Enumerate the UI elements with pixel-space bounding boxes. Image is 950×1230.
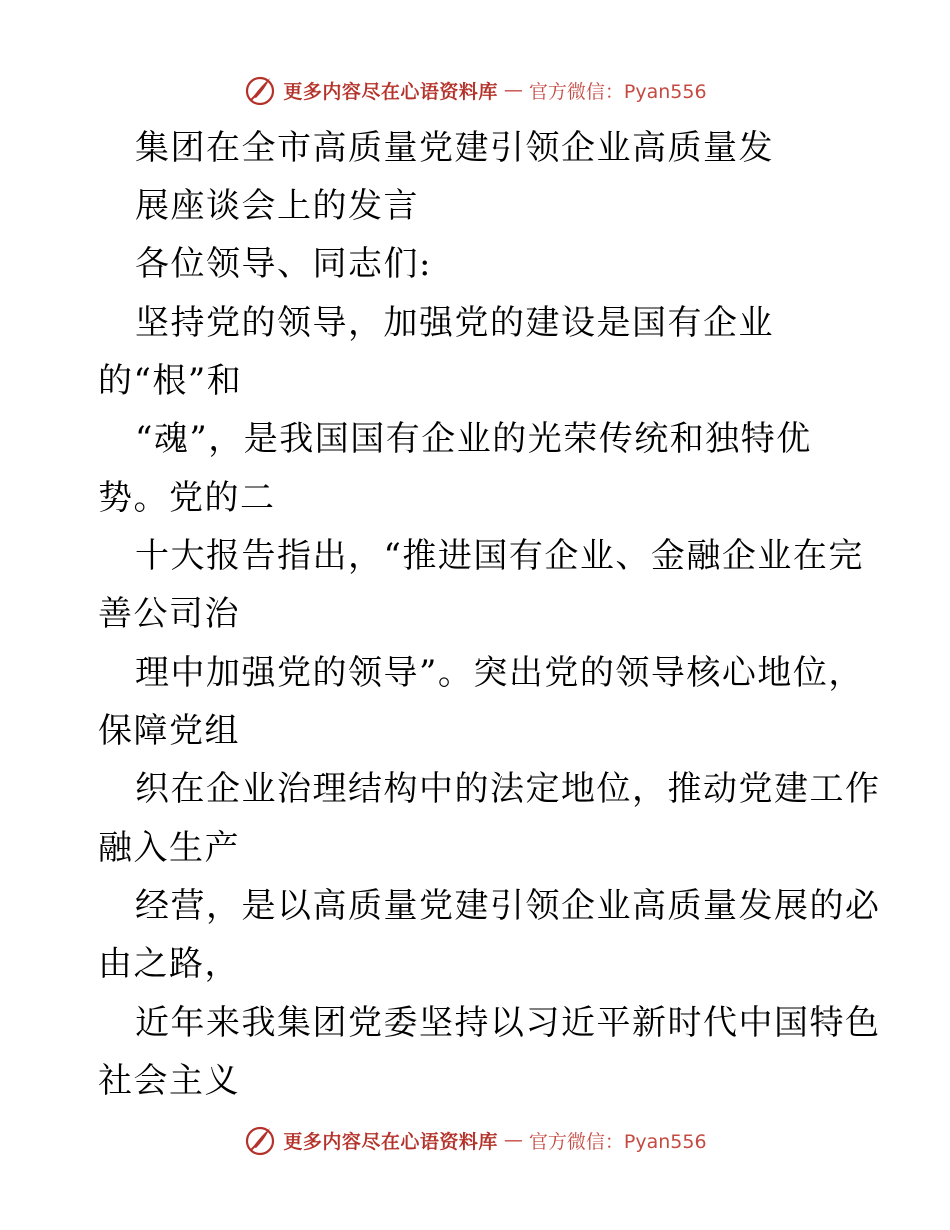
- banner-dash: —: [503, 1129, 523, 1151]
- document-line: 坚持党的领导，加强党的建设是国有企业: [135, 303, 774, 343]
- document-line: 的“根”和: [98, 361, 243, 401]
- banner-account: 官方微信：Pyan556: [528, 1130, 707, 1153]
- document-line: 织在企业治理结构中的法定地位，推动党建工作: [135, 769, 881, 809]
- document-line: 保障党组: [98, 711, 240, 751]
- document-line: 展座谈会上的发言: [135, 186, 419, 226]
- document-line: 融入生产: [98, 828, 240, 868]
- banner-account: 官方微信：Pyan556: [528, 80, 707, 103]
- document-line: 近年来我集团党委坚持以习近平新时代中国特色: [135, 1003, 881, 1043]
- document-line: “魂”，是我国国有企业的光荣传统和独特优: [135, 419, 812, 459]
- document-line: 由之路，: [98, 944, 240, 984]
- quill-logo-icon: [243, 73, 277, 107]
- document-line: 各位领导、同志们:: [135, 244, 432, 284]
- document-line: 十大报告指出，“推进国有企业、金融企业在完: [135, 536, 864, 576]
- document-line: 经营，是以高质量党建引领企业高质量发展的必: [135, 886, 881, 926]
- document-line: 集团在全市高质量党建引领企业高质量发: [135, 128, 774, 168]
- document-line: 善公司治: [98, 594, 240, 634]
- banner-dash: —: [503, 79, 523, 101]
- document-line: 社会主义: [98, 1061, 240, 1101]
- document-line: 势。党的二: [98, 478, 276, 518]
- document-line: 理中加强党的领导”。突出党的领导核心地位，: [135, 653, 864, 693]
- header-banner: [0, 70, 950, 110]
- quill-logo-icon: [243, 1123, 277, 1157]
- footer-banner: [0, 1120, 950, 1160]
- banner-title: 更多内容尽在心语资料库: [283, 1130, 498, 1153]
- banner-title: 更多内容尽在心语资料库: [283, 80, 498, 103]
